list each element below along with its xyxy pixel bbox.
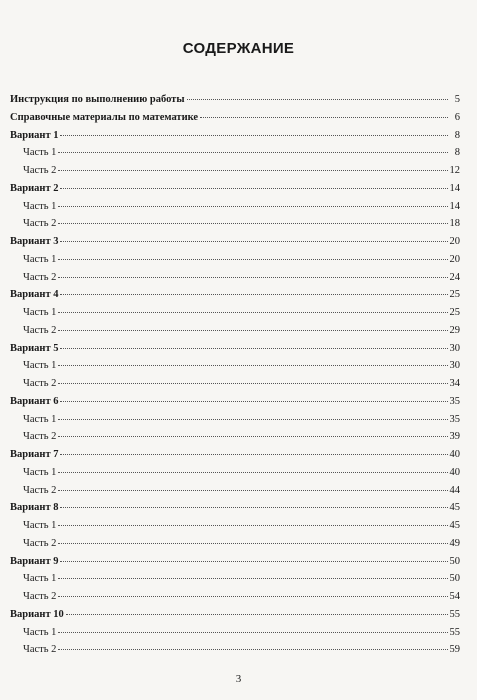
dot-leader — [200, 107, 448, 118]
toc-entry-page: 29 — [449, 324, 460, 336]
toc-entry-label: Вариант 7 — [10, 449, 59, 460]
dot-leader — [58, 462, 447, 473]
dot-leader — [58, 373, 447, 384]
table-of-contents — [10, 91, 460, 659]
toc-entry-page: 45 — [449, 520, 460, 531]
dot-leader — [58, 568, 447, 579]
page-title: СОДЕРЖАНИЕ — [182, 40, 295, 57]
dot-leader — [60, 391, 447, 402]
toc-entry-label: Часть 2 — [23, 431, 57, 443]
toc-entry-page: 49 — [449, 537, 460, 549]
dot-leader — [58, 586, 447, 597]
toc-entry-page: 5 — [454, 94, 460, 105]
toc-entry-label: Справочные материалы по математике — [10, 111, 199, 123]
toc-entry-page: 8 — [454, 147, 460, 159]
dot-leader — [60, 178, 447, 189]
toc-entry-label: Часть 1 — [23, 413, 57, 425]
dot-leader — [58, 213, 447, 224]
toc-entry-page: 25 — [449, 289, 460, 301]
toc-entry-page: 30 — [449, 360, 460, 372]
toc-entry-page: 24 — [449, 271, 460, 283]
toc-entry-page: 35 — [449, 413, 460, 425]
toc-entry-page: 18 — [449, 218, 460, 230]
toc-entry-page: 12 — [449, 165, 460, 176]
dot-leader — [58, 142, 448, 153]
toc-entry-label: Часть 2 — [23, 378, 57, 389]
dot-leader — [58, 533, 447, 544]
toc-entry-label: Часть 2 — [23, 324, 57, 336]
page-number: 3 — [235, 673, 242, 685]
toc-entry-label: Вариант 2 — [10, 182, 59, 194]
toc-entry-page: 45 — [449, 502, 460, 514]
toc-entry-label: Часть 1 — [23, 520, 57, 531]
dot-leader — [60, 125, 448, 136]
dot-leader — [58, 302, 447, 313]
toc-entry-page: 59 — [449, 644, 460, 656]
toc-entry-label: Часть 1 — [23, 573, 57, 585]
toc-entry-page: 40 — [449, 466, 460, 478]
toc-part-entry — [10, 641, 460, 659]
toc-entry-label: Часть 2 — [23, 218, 57, 230]
toc-entry-label: Часть 2 — [23, 591, 57, 602]
toc-entry-label: Часть 2 — [23, 537, 57, 549]
dot-leader — [58, 622, 447, 633]
dot-leader — [58, 515, 447, 526]
dot-leader — [60, 338, 447, 349]
toc-entry-page: 8 — [454, 129, 460, 141]
dot-leader — [60, 551, 447, 562]
dot-leader — [58, 320, 447, 331]
toc-entry-label: Часть 2 — [23, 271, 57, 283]
dot-leader — [58, 160, 447, 171]
dot-leader — [58, 355, 447, 366]
toc-entry-page: 14 — [449, 200, 460, 212]
toc-entry-page: 55 — [449, 626, 460, 638]
toc-entry-page: 50 — [449, 573, 460, 585]
toc-entry-page: 35 — [449, 395, 460, 407]
toc-entry-label: Часть 2 — [23, 644, 57, 656]
toc-entry-label: Часть 1 — [23, 307, 57, 318]
toc-entry-label: Вариант 6 — [10, 395, 59, 407]
dot-leader — [66, 604, 448, 615]
toc-entry-page: 14 — [449, 182, 460, 194]
dot-leader — [58, 267, 447, 278]
toc-entry-label: Часть 1 — [23, 360, 57, 372]
toc-entry-label: Инструкция по выполнению работы — [10, 94, 185, 105]
toc-entry-label: Вариант 10 — [10, 608, 64, 620]
toc-entry-page: 50 — [449, 555, 460, 567]
toc-entry-page: 34 — [449, 378, 460, 389]
toc-entry-page: 44 — [449, 484, 460, 496]
dot-leader — [58, 409, 447, 420]
toc-entry-label: Часть 2 — [23, 484, 57, 496]
toc-entry-page: 20 — [449, 236, 460, 247]
dot-leader — [58, 426, 447, 437]
toc-entry-page: 6 — [454, 111, 460, 123]
dot-leader — [58, 480, 447, 491]
dot-leader — [60, 284, 447, 295]
toc-entry-label: Вариант 4 — [10, 289, 59, 301]
dot-leader — [58, 196, 447, 207]
toc-entry-label: Вариант 9 — [10, 555, 59, 567]
toc-entry-label: Вариант 3 — [10, 236, 59, 247]
toc-entry-page: 40 — [449, 449, 460, 460]
dot-leader — [60, 444, 447, 455]
toc-entry-page: 20 — [449, 253, 460, 265]
toc-entry-label: Вариант 8 — [10, 502, 59, 514]
toc-entry-page: 25 — [449, 307, 460, 318]
toc-entry-label: Часть 2 — [23, 165, 57, 176]
toc-entry-label: Часть 1 — [23, 147, 57, 159]
toc-entry-page: 39 — [449, 431, 460, 443]
dot-leader — [60, 231, 447, 242]
toc-entry-label: Вариант 5 — [10, 342, 59, 354]
toc-entry-label: Часть 1 — [23, 253, 57, 265]
toc-entry-label: Часть 1 — [23, 466, 57, 478]
dot-leader — [58, 249, 447, 260]
dot-leader — [60, 497, 447, 508]
toc-entry-label: Вариант 1 — [10, 129, 59, 141]
toc-entry-page: 30 — [449, 342, 460, 354]
toc-entry-page: 54 — [449, 591, 460, 602]
dot-leader — [187, 89, 448, 100]
dot-leader — [58, 639, 447, 650]
toc-entry-page: 55 — [449, 608, 460, 620]
toc-entry-label: Часть 1 — [23, 626, 57, 638]
toc-entry-label: Часть 1 — [23, 200, 57, 212]
